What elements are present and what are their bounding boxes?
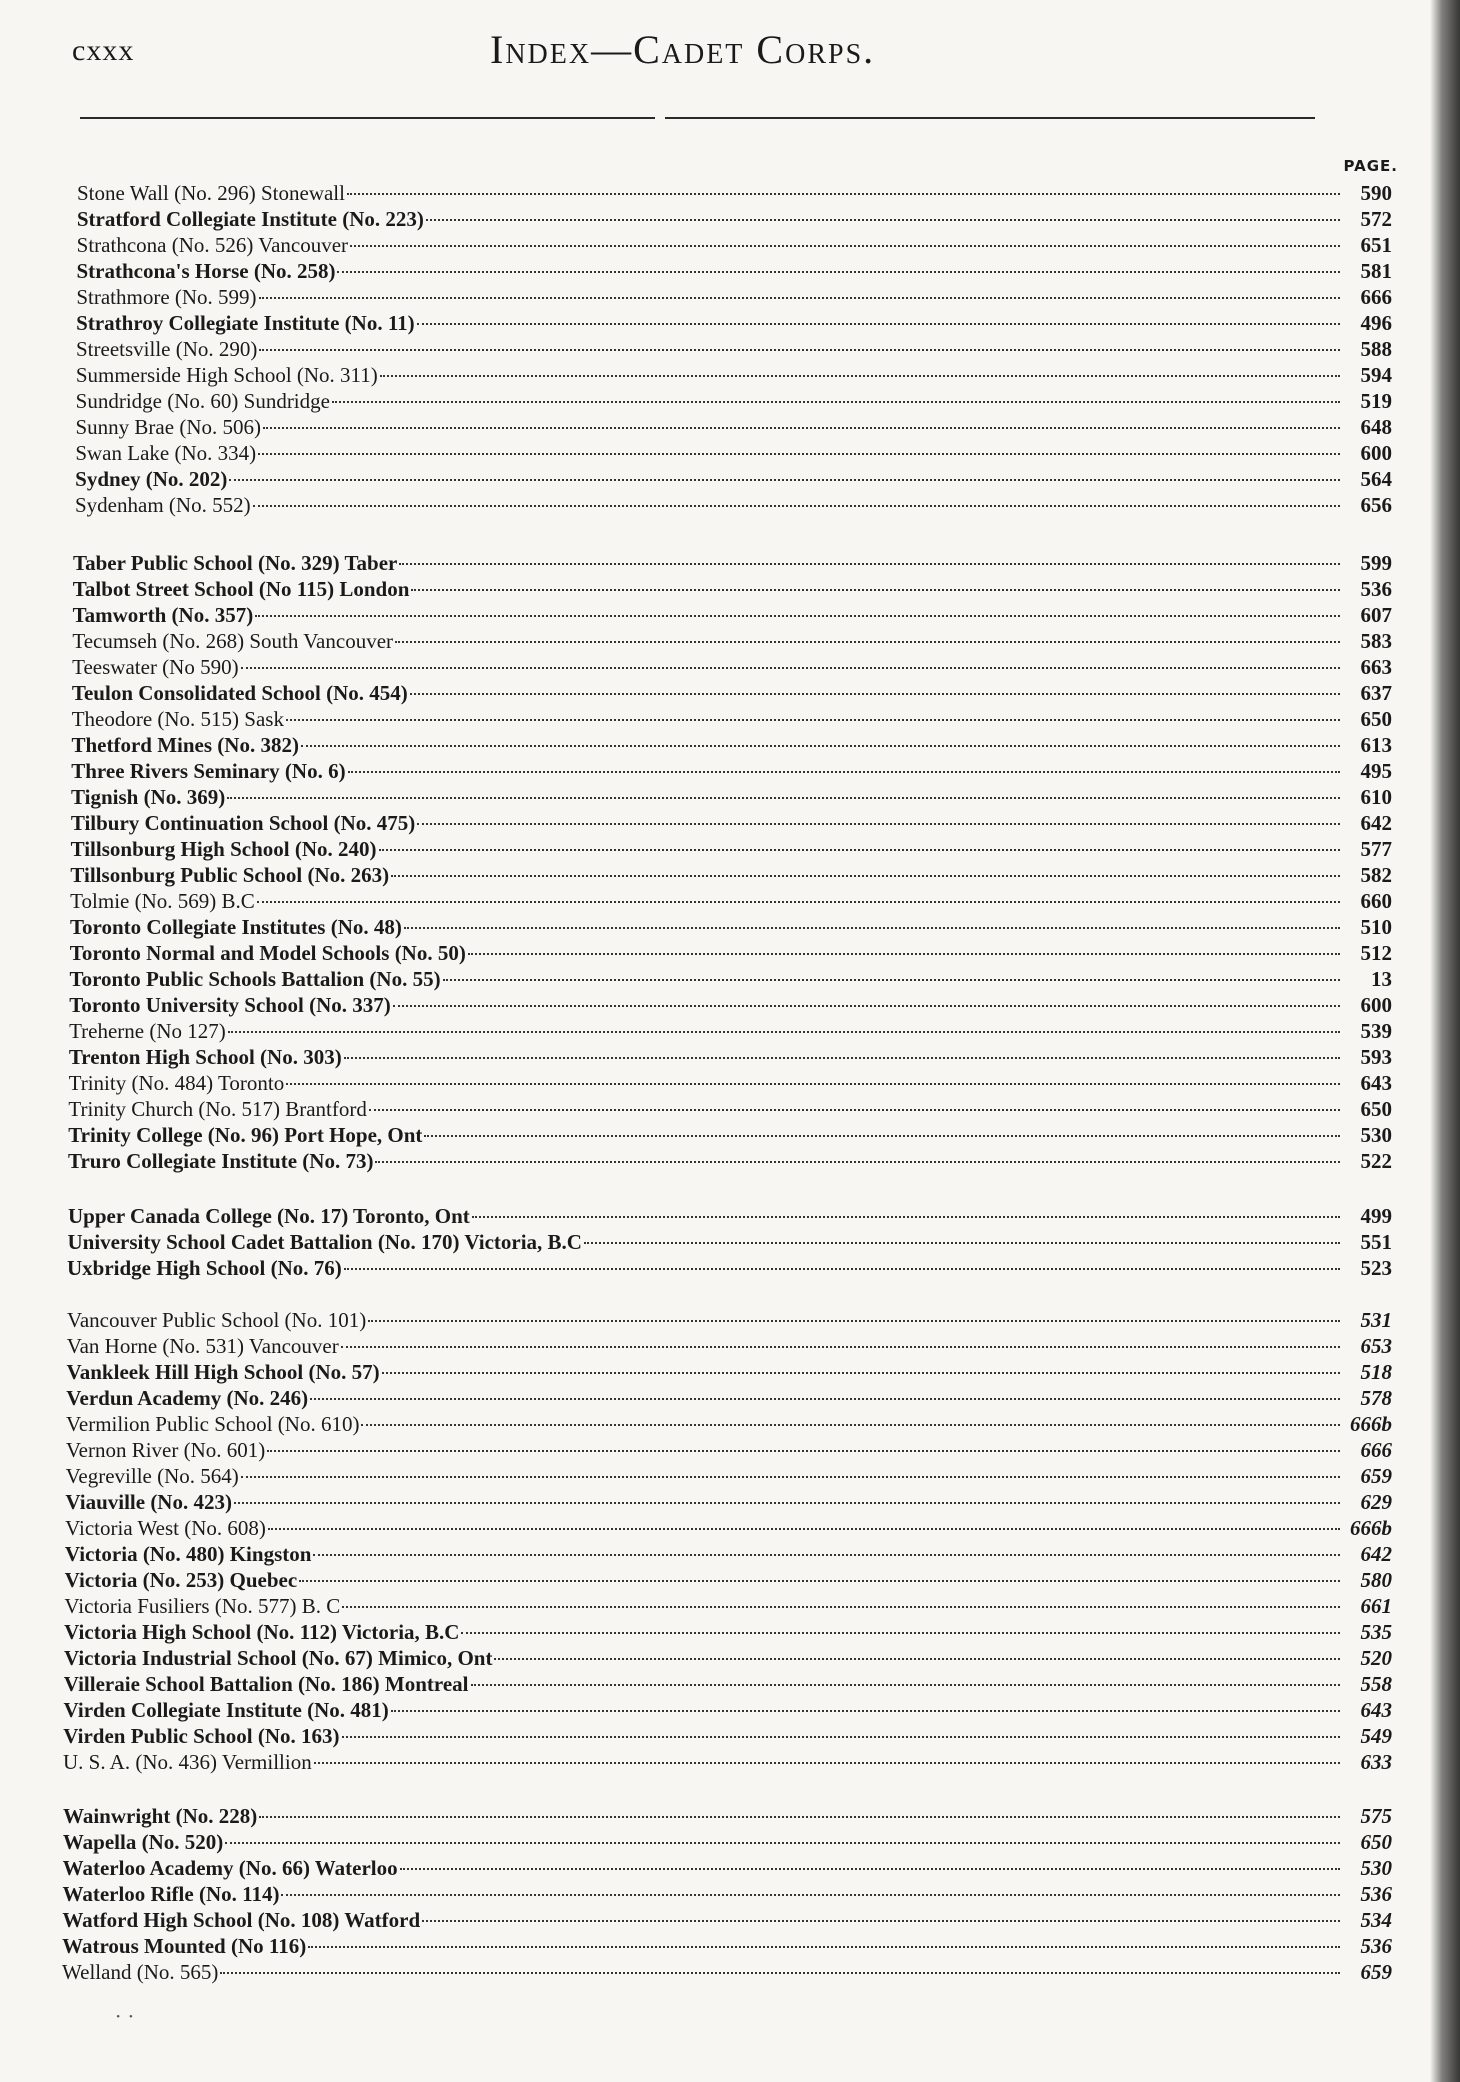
entry-page-number: 607 <box>1360 603 1392 627</box>
entry-name: Viauville (No. 423) <box>65 1490 232 1514</box>
index-entry <box>71 836 1392 862</box>
entry-page-number: 643 <box>1360 1698 1392 1722</box>
dot-leader <box>310 1398 1340 1400</box>
entry-name: Van Horne (No. 531) Vancouver <box>66 1334 339 1358</box>
dot-leader <box>313 1554 1340 1556</box>
dot-leader <box>584 1242 1340 1244</box>
entry-name: Tilbury Continuation School (No. 475) <box>70 811 416 835</box>
index-entry <box>70 888 1392 914</box>
entry-page-number: 594 <box>1360 363 1392 387</box>
entry-page-number: 629 <box>1360 1490 1392 1514</box>
index-entry <box>69 992 1392 1018</box>
entry-page-number: 13 <box>1370 967 1392 991</box>
index-entry <box>65 1489 1392 1515</box>
entry-name: Tamworth (No. 357) <box>72 603 254 627</box>
index-entry <box>65 1515 1392 1541</box>
entry-name: U. S. A. (No. 436) Vermillion <box>63 1750 312 1774</box>
entry-page-number: 534 <box>1360 1908 1392 1932</box>
dot-leader <box>417 823 1340 825</box>
entry-page-number: 580 <box>1360 1568 1392 1592</box>
index-entry <box>76 388 1392 414</box>
dot-leader <box>347 193 1340 195</box>
entry-page-number: 642 <box>1360 1542 1392 1566</box>
entry-page-number: 660 <box>1360 889 1392 913</box>
dot-leader <box>443 979 1340 981</box>
entry-name: Victoria Fusiliers (No. 577) B. C <box>64 1594 341 1618</box>
entry-page-number: 648 <box>1360 415 1392 439</box>
entry-name: Truro Collegiate Institute (No. 73) <box>68 1149 374 1173</box>
index-entry <box>75 492 1392 518</box>
index-entry <box>76 284 1392 310</box>
entry-name: Vermilion Public School (No. 610) <box>66 1412 360 1436</box>
entry-page-number: 581 <box>1360 259 1392 283</box>
index-entry <box>70 966 1392 992</box>
entry-page-number: 536 <box>1360 1882 1392 1906</box>
entry-name: Virden Collegiate Institute (No. 481) <box>63 1698 389 1722</box>
dot-leader <box>350 245 1340 247</box>
entry-page-number: 637 <box>1360 681 1392 705</box>
entry-page-number: 650 <box>1360 1097 1392 1121</box>
entry-page-number: 599 <box>1360 551 1392 575</box>
index-entry <box>66 1385 1392 1411</box>
entry-name: Welland (No. 565) <box>62 1960 219 1984</box>
dot-leader <box>342 1606 1340 1608</box>
entry-page-number: 642 <box>1360 811 1392 835</box>
index-entry <box>63 1803 1392 1829</box>
entry-name: Tillsonburg Public School (No. 263) <box>70 863 390 887</box>
entry-name: Teulon Consolidated School (No. 454) <box>71 681 408 705</box>
entry-page-number: 582 <box>1360 863 1392 887</box>
index-entry <box>66 1411 1392 1437</box>
header-rule-right <box>665 117 1315 119</box>
entry-name: Trenton High School (No. 303) <box>68 1045 342 1069</box>
entry-page-number: 659 <box>1360 1464 1392 1488</box>
index-entry <box>76 336 1392 362</box>
dot-leader <box>259 1816 1340 1818</box>
entry-name: Taber Public School (No. 329) Taber <box>73 551 398 575</box>
entry-page-number: 523 <box>1360 1256 1392 1280</box>
entry-page-number: 593 <box>1360 1045 1392 1069</box>
stray-mark: · · <box>115 2004 135 2028</box>
entry-name: Summerside High School (No. 311) <box>75 363 378 387</box>
index-entry <box>67 1359 1392 1385</box>
entry-page-number: 659 <box>1360 1960 1392 1984</box>
dot-leader <box>286 719 1340 721</box>
entry-name: Tignish (No. 369) <box>71 785 226 809</box>
entry-name: Streetsville (No. 290) <box>76 337 258 361</box>
index-entry <box>70 940 1392 966</box>
entry-page-number: 661 <box>1360 1594 1392 1618</box>
dot-leader <box>337 271 1340 273</box>
dot-leader <box>461 1632 1340 1634</box>
entry-name: Toronto Collegiate Institutes (No. 48) <box>69 915 402 939</box>
entry-name: Villeraie School Battalion (No. 186) Montreal <box>63 1672 469 1696</box>
entry-page-number: 512 <box>1360 941 1392 965</box>
entry-page-number: 650 <box>1360 707 1392 731</box>
entry-name: Wapella (No. 520) <box>62 1830 224 1854</box>
index-entry <box>68 1148 1392 1174</box>
entry-name: Trinity (No. 484) Toronto <box>68 1071 285 1095</box>
entry-page-number: 551 <box>1360 1230 1392 1254</box>
entry-page-number: 666 <box>1360 285 1392 309</box>
entry-page-number: 530 <box>1360 1123 1392 1147</box>
index-entry <box>67 1333 1392 1359</box>
index-entry <box>64 1619 1392 1645</box>
dot-leader <box>314 1762 1340 1764</box>
entry-name: Virden Public School (No. 163) <box>63 1724 340 1748</box>
entry-name: Toronto Normal and Model Schools (No. 50) <box>69 941 466 965</box>
dot-leader <box>472 1216 1340 1218</box>
index-entry <box>63 1829 1392 1855</box>
entry-page-number: 653 <box>1360 1334 1392 1358</box>
entry-name: Sunny Brae (No. 506) <box>75 415 261 439</box>
dot-leader <box>255 615 1340 617</box>
dot-leader <box>399 563 1340 565</box>
entry-page-number: 666b <box>1349 1412 1392 1436</box>
dot-leader <box>234 1502 1340 1504</box>
index-entry <box>77 206 1392 232</box>
entry-page-number: 663 <box>1360 655 1392 679</box>
dot-leader <box>393 1005 1340 1007</box>
entry-page-number: 600 <box>1360 441 1392 465</box>
entry-name: Uxbridge High School (No. 76) <box>67 1256 342 1280</box>
index-entry <box>76 310 1392 336</box>
entry-name: Tillsonburg High School (No. 240) <box>70 837 377 861</box>
index-entry <box>69 1018 1392 1044</box>
entry-name: Toronto Public Schools Battalion (No. 55) <box>69 967 441 991</box>
dot-leader <box>344 1057 1340 1059</box>
entry-page-number: 656 <box>1360 493 1392 517</box>
index-entry <box>69 1044 1392 1070</box>
index-entry <box>63 1749 1392 1775</box>
binding-shadow <box>1430 0 1460 2082</box>
index-entry <box>62 1933 1392 1959</box>
dot-leader <box>400 1868 1340 1870</box>
index-entry <box>75 440 1392 466</box>
entry-page-number: 600 <box>1360 993 1392 1017</box>
index-entry <box>73 550 1392 576</box>
index-entry <box>65 1541 1392 1567</box>
entry-page-number: 536 <box>1360 577 1392 601</box>
entry-name: Upper Canada College (No. 17) Toronto, Ont <box>68 1204 470 1228</box>
index-entry <box>76 414 1393 440</box>
dot-leader <box>404 927 1340 929</box>
dot-leader <box>471 1684 1340 1686</box>
entry-name: Tecumseh (No. 268) South Vancouver <box>72 629 394 653</box>
index-entry <box>66 1463 1392 1489</box>
entry-page-number: 518 <box>1360 1360 1392 1384</box>
entry-page-number: 578 <box>1360 1386 1392 1410</box>
entry-name: Vancouver Public School (No. 101) <box>67 1308 367 1332</box>
index-entry <box>64 1593 1392 1619</box>
index-entry <box>67 1255 1392 1281</box>
index-entry <box>65 1567 1392 1593</box>
dot-leader <box>308 1946 1340 1948</box>
entry-page-number: 613 <box>1360 733 1392 757</box>
entry-name: Strathcona's Horse (No. 258) <box>76 259 336 283</box>
entry-name: Wainwright (No. 228) <box>63 1804 258 1828</box>
entry-page-number: 650 <box>1360 1830 1392 1854</box>
index-entry <box>77 258 1393 284</box>
index-entry <box>72 654 1392 680</box>
index-entry <box>71 784 1392 810</box>
entry-page-number: 577 <box>1360 837 1392 861</box>
entry-name: Waterloo Academy (No. 66) Waterloo <box>62 1856 398 1880</box>
dot-leader <box>410 693 1340 695</box>
entry-page-number: 666b <box>1349 1516 1392 1540</box>
entry-page-number: 510 <box>1360 915 1392 939</box>
dot-leader <box>263 427 1340 429</box>
dot-leader <box>342 1736 1340 1738</box>
page-column-label: PAGE. <box>1343 157 1398 175</box>
entry-page-number: 643 <box>1360 1071 1392 1095</box>
dot-leader <box>229 479 1340 481</box>
entry-name: Vegreville (No. 564) <box>65 1464 239 1488</box>
index-entry <box>73 576 1392 602</box>
index-entry <box>64 1671 1392 1697</box>
entry-name: Victoria Industrial School (No. 67) Mimico, Ont <box>63 1646 493 1670</box>
entry-name: Trinity Church (No. 517) Brantford <box>68 1097 367 1121</box>
entry-page-number: 522 <box>1360 1149 1392 1173</box>
index-entry <box>72 680 1392 706</box>
dot-leader <box>332 401 1340 403</box>
dot-leader <box>253 505 1340 507</box>
index-entry <box>68 1203 1392 1229</box>
index-entry <box>63 1881 1393 1907</box>
entry-name: Stone Wall (No. 296) Stonewall <box>77 181 345 205</box>
dot-leader <box>468 953 1340 955</box>
index-entry <box>76 362 1392 388</box>
dot-leader <box>417 323 1340 325</box>
entry-name: Tolmie (No. 569) B.C <box>70 889 255 913</box>
index-entry <box>63 1723 1392 1749</box>
entry-page-number: 530 <box>1360 1856 1392 1880</box>
dot-leader <box>426 219 1340 221</box>
dot-leader <box>424 1135 1340 1137</box>
dot-leader <box>227 797 1340 799</box>
dot-leader <box>494 1658 1340 1660</box>
index-entry <box>71 758 1392 784</box>
entry-name: Strathcona (No. 526) Vancouver <box>76 233 349 257</box>
index-entry <box>68 1122 1392 1148</box>
entry-page-number: 564 <box>1360 467 1392 491</box>
dot-leader <box>286 1083 1340 1085</box>
dot-leader <box>257 901 1340 903</box>
entry-name: Vernon River (No. 601) <box>65 1438 266 1462</box>
entry-page-number: 575 <box>1360 1804 1392 1828</box>
dot-leader <box>382 1372 1340 1374</box>
dot-leader <box>299 1580 1340 1582</box>
entry-name: Teeswater (No 590) <box>72 655 239 679</box>
entry-name: Vankleek Hill High School (No. 57) <box>66 1360 380 1384</box>
entry-name: Thetford Mines (No. 382) <box>71 733 299 757</box>
index-entry <box>64 1645 1392 1671</box>
entry-name: Sundridge (No. 60) Sundridge <box>75 389 330 413</box>
index-entry <box>72 706 1392 732</box>
index-entry <box>73 602 1392 628</box>
entry-name: Waterloo Rifle (No. 114) <box>62 1882 280 1906</box>
entry-page-number: 588 <box>1360 337 1392 361</box>
dot-leader <box>369 1109 1340 1111</box>
dot-leader <box>422 1920 1340 1922</box>
entry-page-number: 583 <box>1360 629 1392 653</box>
entry-page-number: 520 <box>1360 1646 1392 1670</box>
entry-name: Watford High School (No. 108) Watford <box>62 1908 421 1932</box>
index-entry <box>72 628 1392 654</box>
index-entry <box>75 466 1392 492</box>
index-entry <box>71 732 1392 758</box>
entry-name: Talbot Street School (No 115) London <box>72 577 410 601</box>
entry-name: Verdun Academy (No. 246) <box>66 1386 309 1410</box>
entry-name: Sydney (No. 202) <box>75 467 228 491</box>
entry-name: Stratford Collegiate Institute (No. 223) <box>76 207 424 231</box>
dot-leader <box>395 641 1340 643</box>
entry-name: Swan Lake (No. 334) <box>75 441 257 465</box>
folio-page-number: cxxx <box>72 34 135 67</box>
dot-leader <box>301 745 1340 747</box>
index-entry <box>69 1070 1392 1096</box>
index-entry <box>67 1307 1392 1333</box>
dot-leader <box>379 849 1340 851</box>
index-entry <box>77 180 1392 206</box>
index-entry <box>62 1907 1392 1933</box>
dot-leader <box>375 1161 1340 1163</box>
entry-name: Toronto University School (No. 337) <box>69 993 391 1017</box>
dot-leader <box>267 1450 1340 1452</box>
entry-name: Sydenham (No. 552) <box>75 493 251 517</box>
dot-leader <box>259 297 1340 299</box>
dot-leader <box>281 1894 1340 1896</box>
index-entry <box>70 862 1392 888</box>
entry-page-number: 495 <box>1360 759 1392 783</box>
index-entry <box>68 1229 1393 1255</box>
entry-page-number: 610 <box>1360 785 1392 809</box>
dot-leader <box>391 875 1340 877</box>
dot-leader <box>411 589 1340 591</box>
entry-page-number: 535 <box>1360 1620 1392 1644</box>
index-entry <box>66 1437 1392 1463</box>
dot-leader <box>225 1842 1340 1844</box>
entry-name: Victoria West (No. 608) <box>65 1516 266 1540</box>
entry-page-number: 651 <box>1360 233 1392 257</box>
entry-page-number: 666 <box>1360 1438 1392 1462</box>
running-title: Index—Cadet Corps. <box>490 27 876 72</box>
dot-leader <box>341 1346 1340 1348</box>
dot-leader <box>268 1528 1340 1530</box>
entry-page-number: 539 <box>1360 1019 1392 1043</box>
index-entry <box>63 1697 1392 1723</box>
dot-leader <box>228 1031 1340 1033</box>
entry-page-number: 558 <box>1360 1672 1392 1696</box>
entry-name: Victoria (No. 253) Quebec <box>64 1568 298 1592</box>
dot-leader <box>391 1710 1340 1712</box>
dot-leader <box>380 375 1340 377</box>
dot-leader <box>259 349 1340 351</box>
entry-page-number: 572 <box>1360 207 1392 231</box>
entry-name: Theodore (No. 515) Sask <box>71 707 284 731</box>
entry-page-number: 499 <box>1360 1204 1392 1228</box>
entry-page-number: 519 <box>1360 389 1392 413</box>
entry-name: Three Rivers Seminary (No. 6) <box>71 759 346 783</box>
entry-name: Trinity College (No. 96) Port Hope, Ont <box>68 1123 423 1147</box>
index-entry <box>63 1855 1392 1881</box>
index-entry <box>62 1959 1392 1985</box>
entry-name: University School Cadet Battalion (No. 170) Victoria, B.C <box>67 1230 582 1254</box>
dot-leader <box>258 453 1340 455</box>
dot-leader <box>241 667 1340 669</box>
entry-name: Strathroy Collegiate Institute (No. 11) <box>76 311 415 335</box>
dot-leader <box>241 1476 1340 1478</box>
index-entry <box>68 1096 1392 1122</box>
entry-page-number: 531 <box>1360 1308 1392 1332</box>
entry-name: Watrous Mounted (No 116) <box>62 1934 307 1958</box>
dot-leader <box>220 1972 1340 1974</box>
entry-name: Victoria High School (No. 112) Victoria, B.C <box>64 1620 460 1644</box>
dot-leader <box>368 1320 1340 1322</box>
entry-page-number: 590 <box>1360 181 1392 205</box>
entry-page-number: 536 <box>1360 1934 1392 1958</box>
index-entry <box>70 914 1392 940</box>
entry-name: Treherne (No 127) <box>69 1019 226 1043</box>
dot-leader <box>348 771 1340 773</box>
entry-name: Victoria (No. 480) Kingston <box>64 1542 312 1566</box>
entry-page-number: 496 <box>1360 311 1392 335</box>
entry-page-number: 633 <box>1360 1750 1392 1774</box>
entry-name: Strathmore (No. 599) <box>76 285 257 309</box>
header-rule-left <box>80 117 655 119</box>
index-entry <box>71 810 1392 836</box>
index-entry <box>77 232 1392 258</box>
dot-leader <box>344 1268 1340 1270</box>
dot-leader <box>361 1424 1340 1426</box>
entry-page-number: 549 <box>1360 1724 1392 1748</box>
